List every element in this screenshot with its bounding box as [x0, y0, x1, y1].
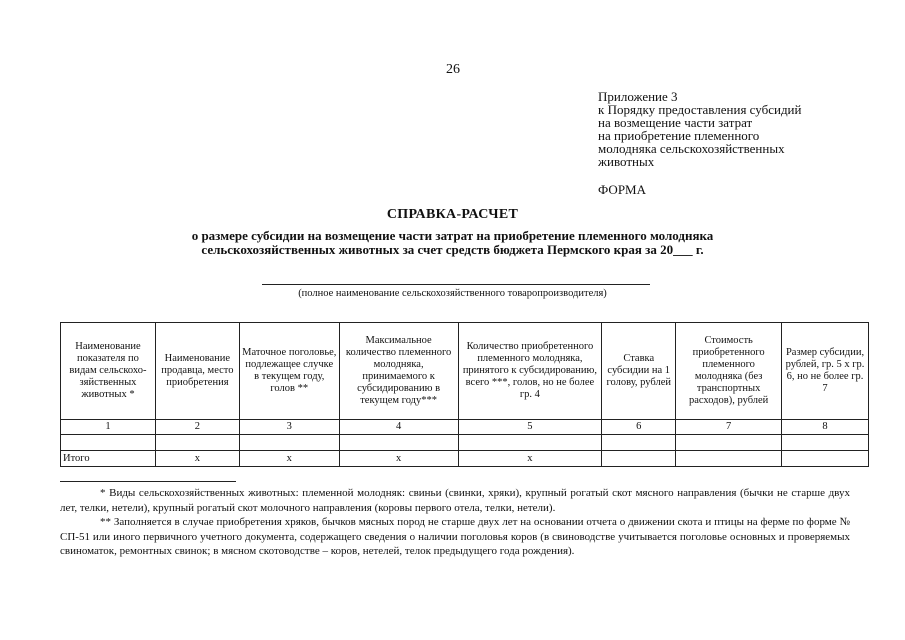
table-cell: [339, 435, 458, 451]
table-cell: [782, 435, 869, 451]
total-cell: [782, 451, 869, 467]
total-cell: [602, 451, 676, 467]
appendix-line: молодняка сельскохозяйственных: [598, 141, 785, 156]
total-row: [61, 451, 869, 467]
organization-caption: (полное наименование сельскохозяйственного товаропроизводителя): [298, 288, 607, 299]
header-cell: Максимальное количество племенного молодняка, принимаемого к субсидированию в текущем году***: [339, 323, 458, 420]
column-number: 5: [458, 420, 602, 435]
footnote-1: * Виды сельскохозяйственных животных: племенной молодняк: свиньи (свинки, хряки), крупный рогатый скот мясного направления (бычки не старше двух лет, телки, нетели), крупный рогатый скот молочного направления (коровы первого отела, телки, нетели).: [60, 487, 850, 514]
footnote-2: ** Заполняется в случае приобретения хряков, бычков мясных пород не старше двух лет на основании отчета о движении скота и птицы на ферме по форме № СП-51 или иного первичного учетного документа, содержащего сведения о наличии поголовья коров (в свиноводстве учитывается поголовье основных и проверяемых свиноматок, ремонтных свинок; в мясном скотоводстве – коров, нетелей, телок предыдущего года рождения).: [60, 516, 850, 558]
table-cell: [61, 435, 156, 451]
column-number: 2: [155, 420, 239, 435]
document-title: СПРАВКА-РАСЧЕТ: [386, 207, 519, 222]
footnote-separator: [60, 481, 236, 482]
header-cell: Стоимость приобретенного племенного молодняка (без транспортных расходов), рублей: [676, 323, 782, 420]
table-cell: [602, 435, 676, 451]
column-number: 3: [239, 420, 339, 435]
total-label: Итого: [61, 451, 156, 467]
footnotes: [60, 486, 850, 559]
column-number: 8: [782, 420, 869, 435]
subtitle-line: сельскохозяйственных животных за счет средств бюджета Пермского края за 20___ г.: [201, 242, 704, 257]
appendix-line: к Порядку предоставления субсидий: [598, 102, 802, 117]
column-number: 7: [676, 420, 782, 435]
total-cell: x: [339, 451, 458, 467]
table-cell: [676, 435, 782, 451]
column-number: 4: [339, 420, 458, 435]
document-subtitle: [0, 229, 905, 257]
table-cell: [458, 435, 602, 451]
appendix-line: Приложение 3: [598, 89, 678, 104]
page-number: 26: [446, 62, 460, 77]
header-cell: Наименование продавца, место приобретения: [155, 323, 239, 420]
form-label: ФОРМА: [598, 182, 646, 197]
header-cell: Размер субсидии, рублей, гр. 5 х гр. 6, но не более гр. 7: [782, 323, 869, 420]
appendix-line: на возмещение части затрат: [598, 115, 753, 130]
total-cell: x: [155, 451, 239, 467]
appendix-line: животных: [598, 154, 655, 169]
total-cell: x: [239, 451, 339, 467]
header-cell: Наименование показателя по видам сельскохо-зяйственных животных *: [61, 323, 156, 420]
header-cell: Количество приобретенного племенного молодняка, принятого к субсидированию, всего ***, голов, но не более гр. 4: [458, 323, 602, 420]
column-number: 6: [602, 420, 676, 435]
table-header-row: [61, 323, 869, 420]
appendix-block: [598, 90, 858, 168]
table-cell: [239, 435, 339, 451]
total-cell: x: [458, 451, 602, 467]
calculation-table: [60, 322, 869, 467]
subtitle-line: о размере субсидии на возмещение части затрат на приобретение племенного молодняка: [191, 228, 714, 243]
organization-name-line: [262, 284, 650, 285]
header-cell: Ставка субсидии на 1 голову, рублей: [602, 323, 676, 420]
total-cell: [676, 451, 782, 467]
table-cell: [155, 435, 239, 451]
table-row: [61, 435, 869, 451]
column-number-row: [61, 420, 869, 435]
header-cell: Маточное поголовье, подлежащее случке в текущем году, голов **: [239, 323, 339, 420]
column-number: 1: [61, 420, 156, 435]
appendix-line: на приобретение племенного: [598, 128, 760, 143]
